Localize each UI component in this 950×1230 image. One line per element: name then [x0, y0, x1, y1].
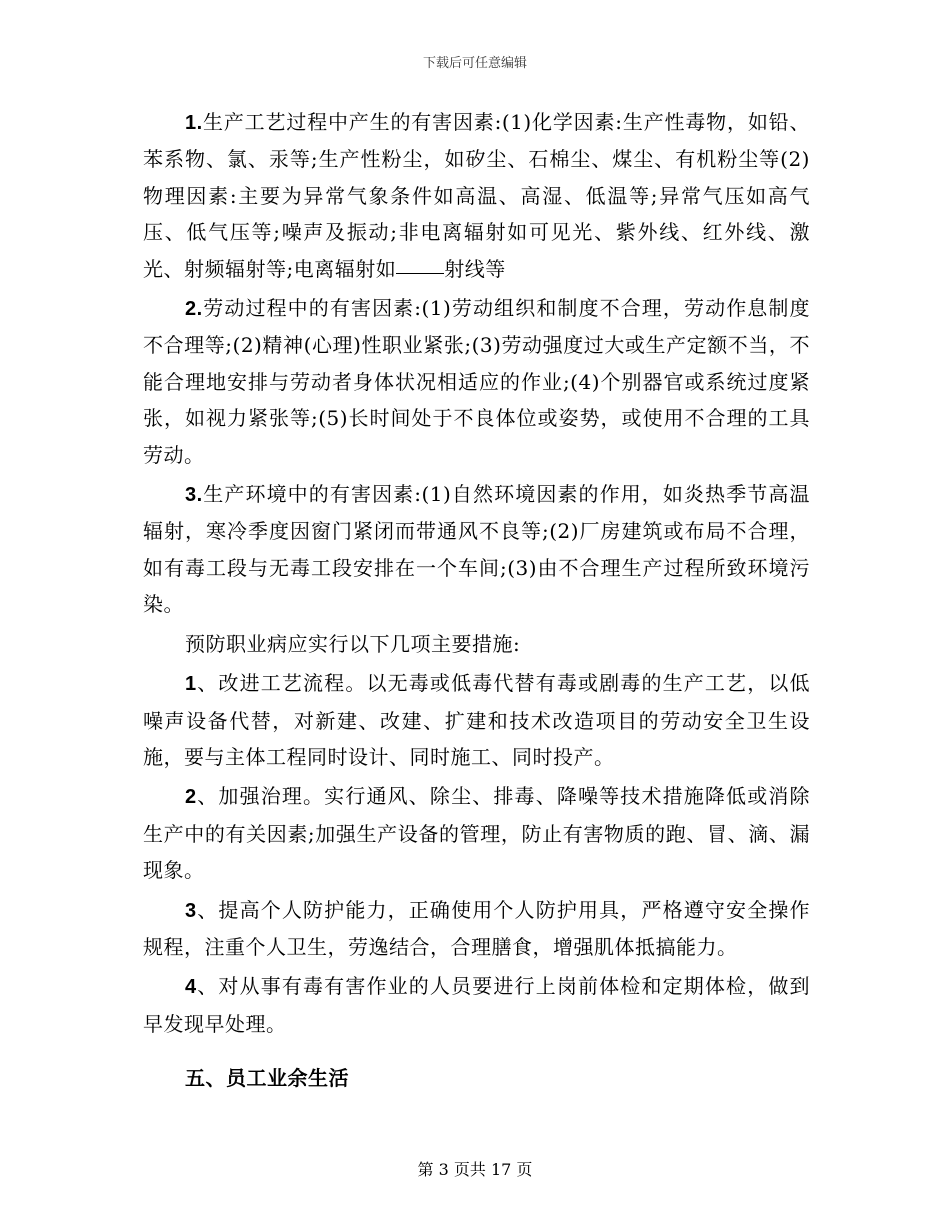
paragraph-labor-hazards	[143, 290, 810, 473]
paragraph-environment-hazards	[143, 476, 810, 623]
item-number: 1	[185, 673, 197, 696]
paragraph-text: 劳动过程中的有害因素:(1)劳动组织和制度不合理，劳动作息制度不合理等;(2)精神(心理)性职业紧张;(3)劳动强度过大或生产定额不当，不能合理地安排与劳动者身体状况相适应的作业;(4)个别器官或系统过度紧张，如视力紧张等;(5)长时间处于不良体位或姿势，或使用不合理的工具劳动。	[143, 296, 810, 467]
paragraph-measure-3	[143, 892, 810, 966]
paragraph-text: 射线等	[444, 256, 506, 281]
section-heading: 五、员工业余生活	[185, 1066, 349, 1091]
paragraph-measure-1	[143, 665, 810, 775]
item-number: 4	[185, 976, 197, 999]
paragraph-text: 生产工艺过程中产生的有害因素:(1)化学因素:生产性毒物，如铅、苯系物、氯、汞等;生产性粉尘，如矽尘、石棉尘、煤尘、有机粉尘等(2)物理因素:主要为异常气象条件如高温、高湿、低温等;异常气压如高气压、低气压等;噪声及振动;非电离辐射如可见光、紫外线、红外线、激光、射频辐射等;电离辐射如	[143, 110, 810, 281]
paragraph-text: 、改进工艺流程。以无毒或低毒代替有毒或剧毒的生产工艺，以低噪声设备代替，对新建、改建、扩建和技术改造项目的劳动安全卫生设施，要与主体工程同时设计、同时施工、同时投产。	[143, 671, 810, 769]
paragraph-measure-2	[143, 778, 810, 888]
paragraph-process-hazards	[143, 104, 810, 287]
paragraph-text: 预防职业病应实行以下几项主要措施:	[185, 631, 521, 656]
paragraph-text: 、提高个人防护能力，正确使用个人防护用具，严格遵守安全操作规程，注重个人卫生，劳逸结合，合理膳食，增强肌体抵搞能力。	[143, 897, 810, 959]
item-number: 3.	[185, 484, 203, 507]
item-number: 3	[185, 899, 197, 922]
paragraph-measure-4	[143, 968, 810, 1042]
item-number: 1.	[185, 112, 203, 134]
page-footer: 第 3 页共 17 页	[417, 1160, 533, 1179]
paragraph-prevention-intro	[143, 626, 810, 662]
header-note: 下载后可任意编辑	[422, 56, 527, 71]
paragraph-text: 生产环境中的有害因素:(1)自然环境因素的作用，如炎热季节高温辐射，寒冷季度因窗门紧闭而带通风不良等;(2)厂房建筑或布局不合理，如有毒工段与无毒工段安排在一个车间;(3)由不合理生产过程所致环境污染。	[143, 482, 810, 617]
fill-blank	[396, 272, 444, 274]
paragraph-text: 、加强治理。实行通风、除尘、排毒、降噪等技术措施降低或消除生产中的有关因素;加强生产设备的管理，防止有害物质的跑、冒、滴、漏现象。	[143, 784, 810, 883]
paragraph-text: 、对从事有毒有害作业的人员要进行上岗前体检和定期体检，做到早发现早处理。	[143, 974, 810, 1036]
item-number: 2	[185, 786, 197, 809]
document-body	[143, 104, 810, 1097]
item-number: 2.	[185, 298, 203, 321]
